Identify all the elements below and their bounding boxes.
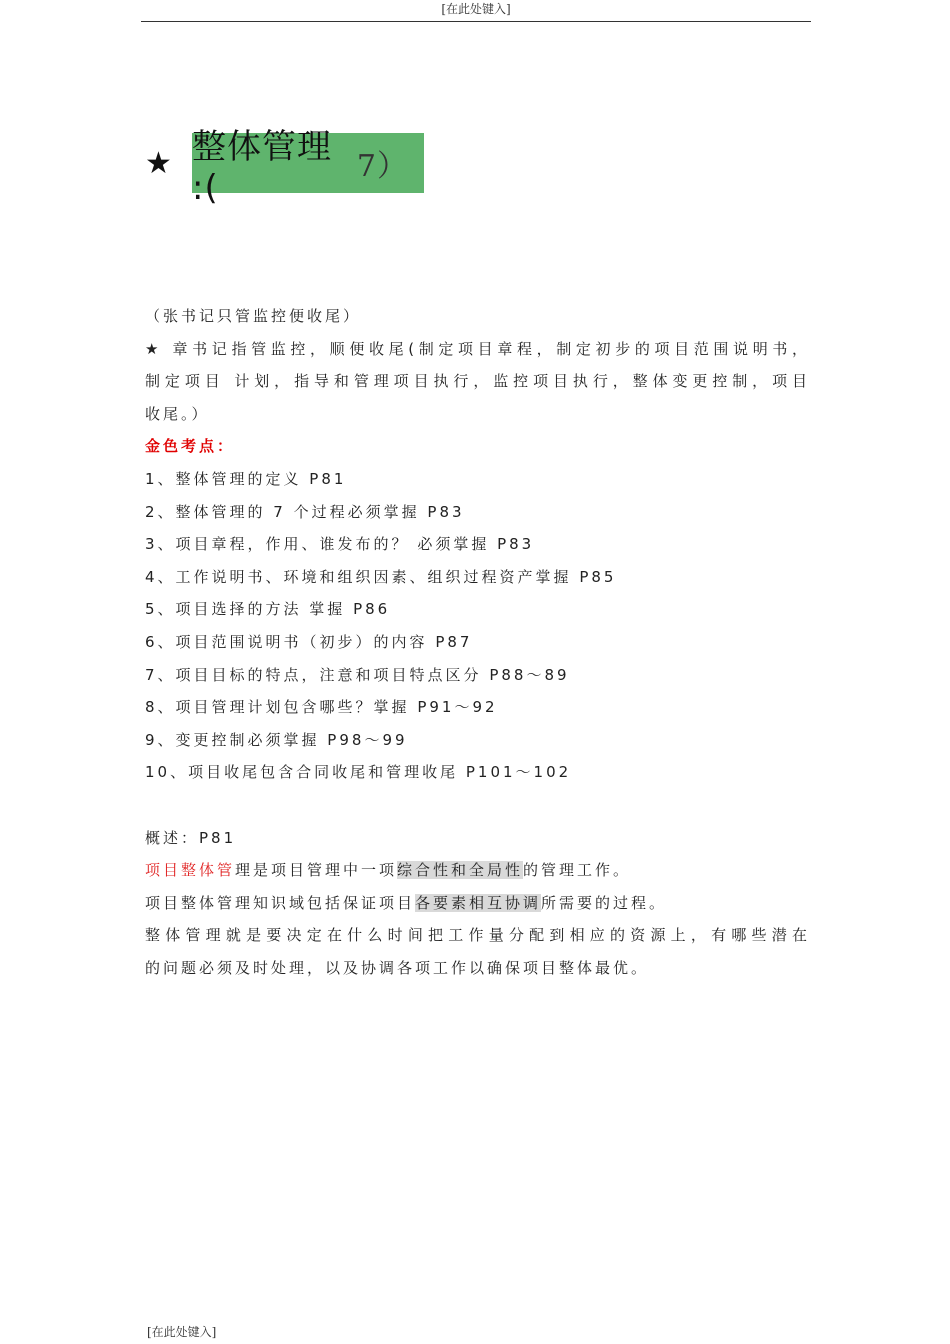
- body-content: [145, 300, 810, 984]
- section-title: [145, 126, 424, 208]
- star-icon: ★: [145, 339, 164, 358]
- intro-line-3: 收尾。）: [145, 404, 210, 423]
- list-item: 7、项目目标的特点，注意和项目特点区分 P88～89: [145, 665, 570, 684]
- gold-points-heading: 金色考点：: [145, 437, 236, 456]
- intro-line-2: 制定项目 计划，指导和管理项目执行，监控项目执行，整体变更控制，项目: [145, 372, 810, 391]
- page-header: [在此处键入]: [141, 0, 811, 22]
- mnemonic-line: （张书记只管监控便收尾）: [145, 307, 362, 325]
- list-item: 3、项目章程，作用、谁发布的？ 必须掌握 P83: [145, 535, 535, 554]
- intro-line-1: ★ 章书记指管监控，顺便收尾(制定项目章程，制定初步的项目范围说明书，: [145, 339, 810, 358]
- title-number: 7）: [356, 149, 408, 184]
- list-item: 1、整体管理的定义 P81: [145, 469, 347, 488]
- star-icon: ★: [145, 145, 172, 181]
- title-text: 整体管理 :(: [192, 126, 332, 208]
- overview-paragraph-1: 项目整体管理是项目管理中一项综合性和全局性的管理工作。: [145, 861, 632, 880]
- list-item: 4、工作说明书、环境和组织因素、组织过程资产掌握 P85: [145, 567, 617, 586]
- overview-label: 概述：P81: [145, 828, 237, 847]
- page-footer: [在此处键入]: [147, 1325, 217, 1339]
- title-highlight: [192, 126, 424, 208]
- list-item: 9、变更控制必须掌握 P98～99: [145, 730, 408, 749]
- overview-paragraph-3-line-1: 整体管理就是要决定在什么时间把工作量分配到相应的资源上，有哪些潜在: [145, 926, 810, 945]
- list-item: 6、项目范围说明书（初步）的内容 P87: [145, 632, 473, 651]
- list-item: 2、整体管理的 7 个过程必须掌握 P83: [145, 502, 465, 521]
- overview-paragraph-3-line-2: 的问题必须及时处理，以及协调各项工作以确保项目整体最优。: [145, 958, 650, 977]
- overview-paragraph-2: 项目整体管理知识域包括保证项目各要素相互协调所需要的过程。: [145, 893, 668, 912]
- list-item: 5、项目选择的方法 掌握 P86: [145, 600, 391, 619]
- list-item: 8、项目管理计划包含哪些？掌握 P91～92: [145, 698, 498, 717]
- list-item: 10、项目收尾包含合同收尾和管理收尾 P101～102: [145, 763, 572, 782]
